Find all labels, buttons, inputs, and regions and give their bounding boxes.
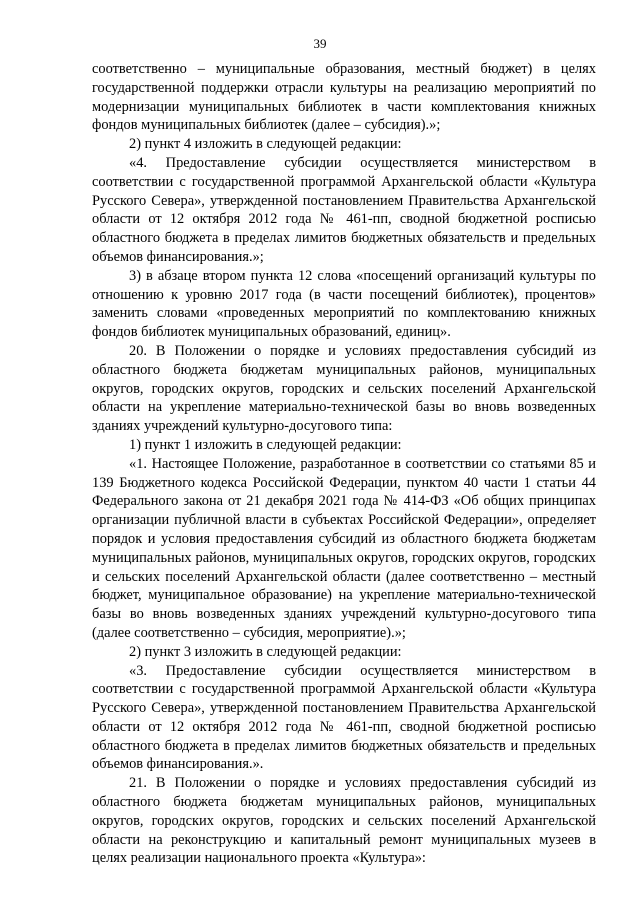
paragraph-section-21: 21. В Положении о порядке и условиях предоставления субсидий из областного бюджета бюджетам муниципальных районов, муниципальных округов, городских округов, городских и сельских поселений Архангельской области на реконструкцию и капитальный ремонт муниципальных музеев в целях реализации национального проекта «Культура»: bbox=[92, 775, 596, 867]
paragraph-intro-continuation: соответственно – муниципальные образования, местный бюджет) в целях государственной поддержки отрасли культуры на реализацию мероприятий по модернизации муниципальных библиотек в части комплектования книжных фондов муниципальных библиотек (далее – субсидия).»; bbox=[92, 61, 596, 134]
paragraph-quote-point-4: «4. Предоставление субсидии осуществляется министерством в соответствии с государственной программой Архангельской области «Культура Русского Севера», утвержденной постановлением Правительства Архангельской области от 12 октября 2012 года № 461-пп, сводной бюджетной росписью областного бюджета в пределах лимитов бюджетных обязательств и предельных объемов финансирования.»; bbox=[92, 154, 596, 265]
paragraph-section-20: 20. В Положении о порядке и условиях предоставления субсидий из областного бюджета бюджетам муниципальных районов, муниципальных округов, городских округов, городских и сельских поселений Архангельской области на укрепление материально-технической базы во вновь возведенных зданиях учреждений культурно-досугового типа: bbox=[92, 342, 596, 435]
paragraph-quote-point-1: «1. Настоящее Положение, разработанное в соответствии со статьями 85 и 139 Бюджетного кодекса Российской Федерации, пунктом 40 части 1 статьи 44 Федерального закона от 21 декабря 2021 года № 414-ФЗ «Об общих принципах организации публичной власти в субъектах Российской Федерации», определяет порядок и условия предоставления субсидий из областного бюджета бюджетам муниципальных районов, муниципальных округов, городских округов, городских и сельских поселений Архангельской области (далее соответственно – местный бюджет, муниципальное образование) на укрепление материально-технической базы во вновь возведенных зданиях учреждений культурно-досугового типа (далее соответственно – субсидия, мероприятие).»; bbox=[92, 455, 596, 641]
paragraph-item-2-point-3: 2) пункт 3 изложить в следующей редакции: bbox=[129, 643, 402, 660]
paragraph-quote-point-3: «3. Предоставление субсидии осуществляется министерством в соответствии с государственной программой Архангельской области «Культура Русского Севера», утвержденной постановлением Правительства Архангельской области от 12 октября 2012 года № 461-пп, сводной бюджетной росписью областного бюджета в пределах лимитов бюджетных обязательств и предельных объемов финансирования.». bbox=[92, 662, 596, 773]
paragraph-item-2-point-4: 2) пункт 4 изложить в следующей редакции: bbox=[129, 136, 402, 153]
document-body bbox=[92, 60, 596, 868]
paragraph-item-1-point-1: 1) пункт 1 изложить в следующей редакции: bbox=[129, 436, 402, 453]
paragraph-item-3-point-12: 3) в абзаце втором пункта 12 слова «посещений организаций культуры по отношению к уровню 2017 года (в части посещений библиотек), процентов» заменить словами «проведенных мероприятий по комплектованию книжных фондов библиотек муниципальных образований, единиц». bbox=[92, 267, 596, 341]
page-number: 39 bbox=[313, 36, 327, 51]
